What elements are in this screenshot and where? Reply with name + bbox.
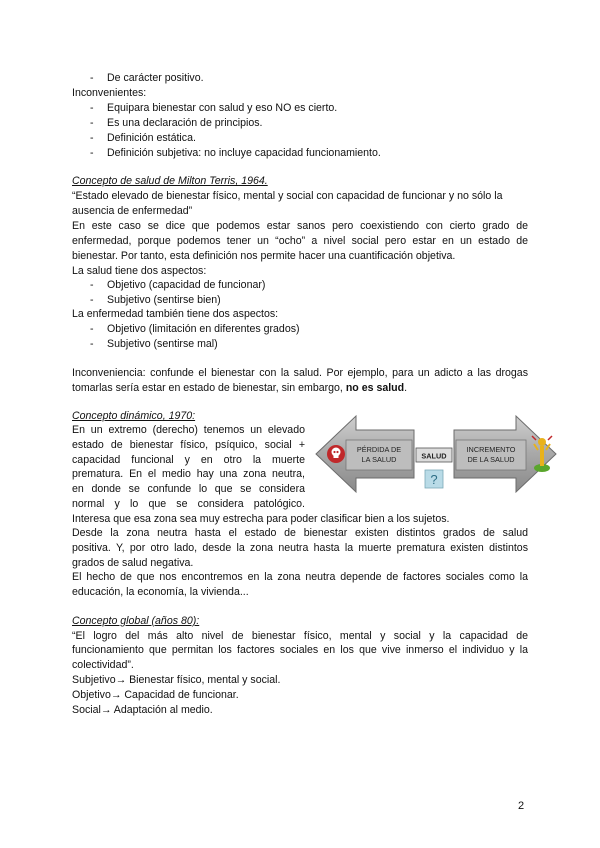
inconveniencia-line: tomarlas sería estar en estado de bienestar, sin embargo, no es salud. xyxy=(72,382,408,394)
question-mark: ? xyxy=(430,472,438,487)
list-item-text: Definición estática. xyxy=(107,132,196,144)
health-continuum-diagram xyxy=(314,404,558,496)
paragraph-line: bienestar. Por tanto, esta definición nos permite hacer una cuantificación objetiva. xyxy=(72,250,456,262)
skull-icon xyxy=(327,445,345,463)
right-label-line1: INCREMENTO xyxy=(466,445,516,454)
list-item-text: Definición subjetiva: no incluye capacidad funcionamiento. xyxy=(107,147,381,159)
section-heading-dinamico: Concepto dinámico, 1970: xyxy=(72,410,196,422)
emphasis-text: no es salud xyxy=(345,382,405,394)
left-label-line1: PÉRDIDA DE xyxy=(356,445,402,454)
paragraph-line: grados de salud negativa. xyxy=(72,557,194,569)
global-quote-line: funcionamiento que permitan los factores sociales en los que vive inmerso el individuo y la xyxy=(72,644,528,656)
paragraph-line: En un extremo (derecho) tenemos un elevado xyxy=(72,424,305,436)
paragraph-line: estado de bienestar físico, psíquico, social + xyxy=(72,439,305,451)
page-number: 2 xyxy=(518,800,525,812)
paragraph-line: En este caso se dice que podemos estar sanos pero coexistiendo con cierto grado de xyxy=(72,220,528,232)
paragraph-line: capacidad funcional y en otro la muerte xyxy=(72,454,305,466)
salud-label: SALUD xyxy=(421,451,447,461)
section-heading-terris: Concepto de salud de Milton Terris, 1964. xyxy=(72,175,268,187)
list-item-text: Objetivo (capacidad de funcionar) xyxy=(107,279,266,291)
list-item-text: De carácter positivo. xyxy=(107,72,204,84)
social-line: Social→ Adaptación al medio. xyxy=(72,704,213,716)
list-item-text: Subjetivo (sentirse bien) xyxy=(107,294,221,306)
paragraph-line: Desde la zona neutra hasta el estado de bienestar existen distintos grados de salud xyxy=(72,527,528,539)
paragraph-line: El hecho de que nos encontremos en la zona neutra depende de factores sociales como la xyxy=(72,571,528,583)
list-item-text: Objetivo (limitación en diferentes grados) xyxy=(107,323,300,335)
salud-aspects-label: La salud tiene dos aspectos: xyxy=(72,265,207,277)
paragraph-line: en donde se confunde lo que se considera xyxy=(72,483,305,495)
objetivo-line: Objetivo→ Capacidad de funcionar. xyxy=(72,689,239,701)
global-quote-line: colectividad”. xyxy=(72,659,134,671)
document-page: - De carácter positivo. Inconvenientes: - Equipara bienestar con salud y eso NO es cierto. - Es una declaración de principios. - Definición estática. - Definición subjetiva: no incluye capacidad funcionamiento. Concepto de salud de Milton Terris, 1964. “Estado elevado de bienestar físico, mental y social con capacidad de funcionar y no sólo la ausencia de enfermedad” En este caso se dice que podemos estar sanos pero coexistiendo con cierto grado de enfermedad, porque podemos tener un “ocho” a nivel social pero estar en un estado de bienestar. Por tanto, esta definición nos permite hacer una cuantificación objetiva. La salud tiene dos aspectos: - Objetivo (capacidad de funcionar) - Subjetivo (sentirse bien) La enfermedad también tiene dos aspectos: - Objetivo (limitación en diferentes grados) - Subjetivo (sentirse mal) Inconveniencia: confunde el bienestar con la salud. Por ejemplo, para un adicto a las drogas tomarlas sería estar en estado de bienestar, sin embargo, no es salud. Concepto dinámico, 1970: En un extremo (derecho) tenemos un elevado estado de bienestar físico, psíquico, social + capacidad funcional y en otro la muerte prematura. En el medio hay una zona neutra, en donde se confunde lo que se considera normal y lo que se considera patológico. PÉRDIDA DE LA SALUD INCREMENTO DE LA SALUD SALUD ? Interesa que esa zona sea muy estrecha para poder clasificar bien a los sujetos. Desde la zona neutra hasta el estado de bienestar existen distintos grados de salud positiva. Y, por otro lado, desde la zona neutra hasta la muerte prematura existen distintos grados de salud negativa. El hecho de que nos encontremos en la zona neutra depende de factores sociales como la educación, la economía, la vivienda... Concepto global (años 80): “El logro del más alto nivel de bienestar físico, mental y social y la capacidad de funcionamiento que permitan los factores sociales en los que vive inmerso el individuo y la colectividad”. Subjetivo→ Bienestar físico, mental y social. Objetivo→ Capacidad de funcionar. Social→ Adaptación al medio. 2 xyxy=(0,0,600,848)
inconvenientes-label: Inconvenientes: xyxy=(72,87,147,99)
global-quote-line: “El logro del más alto nivel de bienestar físico, mental y social y la capacidad de xyxy=(72,630,528,642)
enfermedad-aspects-label: La enfermedad también tiene dos aspectos: xyxy=(72,308,279,320)
right-label-line2: DE LA SALUD xyxy=(467,455,515,464)
list-item-text: Equipara bienestar con salud y eso NO es cierto. xyxy=(107,102,338,114)
paragraph-line: prematura. En el medio hay una zona neutra, xyxy=(72,468,305,480)
paragraph-line: enfermedad, porque podemos tener un “ocho” a nivel social pero estar en un estado de xyxy=(72,235,528,247)
paragraph-line: positiva. Y, por otro lado, desde la zona neutra hasta la muerte prematura existen distintos xyxy=(72,542,528,554)
left-label-line2: LA SALUD xyxy=(361,455,397,464)
terris-quote-line: “Estado elevado de bienestar físico, mental y social con capacidad de funcionar y no sólo la xyxy=(72,190,503,202)
terris-quote-line: ausencia de enfermedad” xyxy=(72,205,193,217)
subjetivo-line: Subjetivo→ Bienestar físico, mental y social. xyxy=(72,674,281,686)
paragraph-line: Interesa que esa zona sea muy estrecha para poder clasificar bien a los sujetos. xyxy=(72,513,450,525)
paragraph-line: normal y lo que se considera patológico. xyxy=(72,498,305,510)
section-heading-global: Concepto global (años 80): xyxy=(72,615,200,627)
paragraph-line: educación, la economía, la vivienda... xyxy=(72,586,249,598)
list-item-text: Subjetivo (sentirse mal) xyxy=(107,338,218,350)
list-item-text: Es una declaración de principios. xyxy=(107,117,263,129)
inconveniencia-line: Inconveniencia: confunde el bienestar con la salud. Por ejemplo, para un adicto a las drogas xyxy=(72,367,528,379)
